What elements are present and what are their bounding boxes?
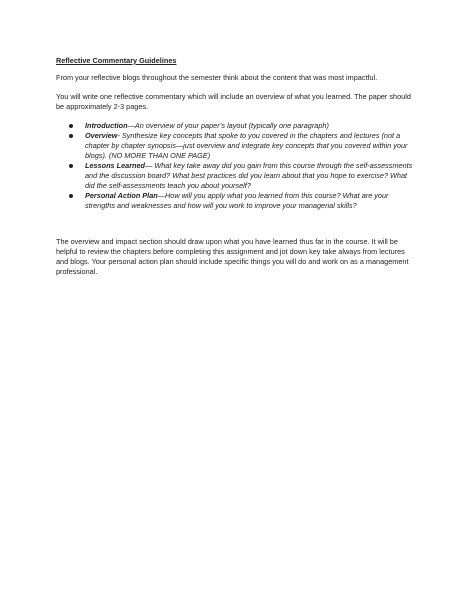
list-item-term: Overview [85, 131, 118, 140]
requirements-paragraph: You will write one reflective commentary which will include an overview of what you learned. The paper should be approximately 2-3 pages. [56, 92, 411, 111]
list-item-text: — What key take away did you gain from this course through the self-assessments and the discussion board? What best practices did you learn about that you hope to exercise? What did the self-assessments teach you about yourself? [85, 161, 413, 190]
list-item [56, 191, 418, 211]
list-item [56, 131, 418, 161]
list-item-text: - Synthesize key concepts that spoke to you covered in the chapters and lectures (not a chapter by chapter synopsis—just overview and integrate key concepts that you covered within your blogs). (NO MORE THAN ONE PAGE) [85, 131, 408, 160]
list-item-term: Personal Action Plan [85, 191, 158, 200]
section-list [56, 121, 418, 211]
list-item-term: Lessons Learned [85, 161, 146, 170]
bullet-icon [69, 194, 73, 198]
list-item-text: —How will you apply what you learned from this course? What are your strengths and weaknesses and how will you work to improve your managerial skills? [85, 191, 389, 210]
list-item-term: Introduction [85, 121, 128, 130]
list-item [56, 121, 418, 131]
list-item [56, 161, 418, 191]
bullet-icon [69, 124, 73, 128]
bullet-icon [69, 164, 73, 168]
list-item-text: —An overview of your paper’s layout (typically one paragraph) [127, 121, 329, 130]
closing-paragraph: The overview and impact section should draw upon what you have learned thus far in the course. It will be helpful to review the chapters before completing this assignment and jot down key take always from lectures and blogs. Your personal action plan should include specific things you will do and work on as a management professional. [56, 237, 409, 276]
intro-paragraph: From your reflective blogs throughout the semester think about the content that was most impactful. [56, 73, 378, 82]
document-title: Reflective Commentary Guidelines [56, 56, 177, 65]
document-body [56, 56, 418, 286]
bullet-icon [69, 134, 73, 138]
